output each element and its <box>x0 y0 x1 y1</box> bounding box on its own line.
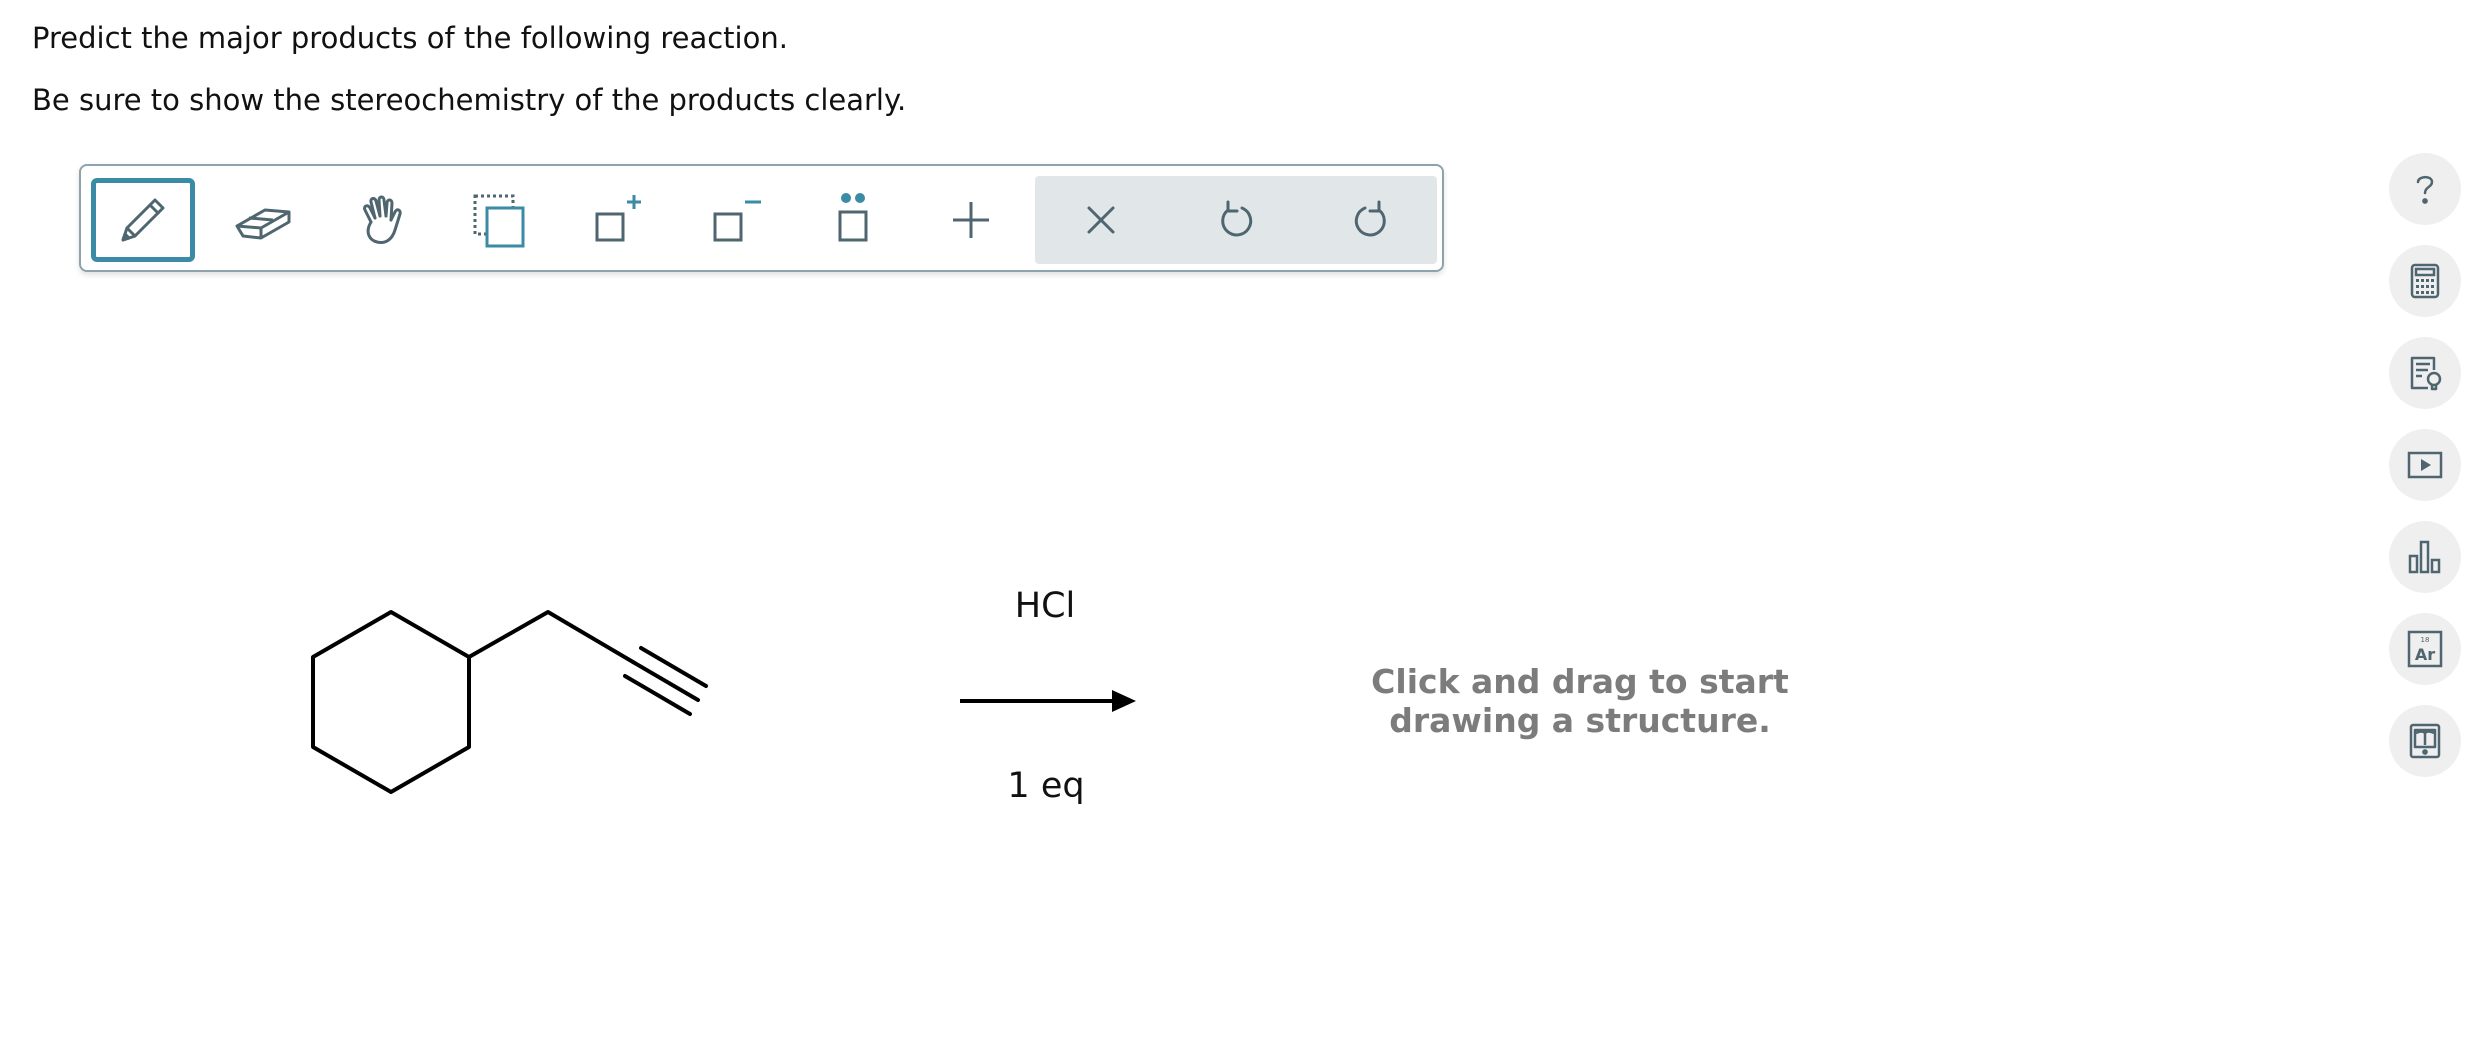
redo-button[interactable] <box>1319 178 1423 262</box>
help-button[interactable] <box>2389 153 2461 225</box>
conditions-label: 1 eq <box>1007 766 1085 806</box>
undo-button[interactable] <box>1184 178 1288 262</box>
periodic-table-button[interactable] <box>2389 613 2461 685</box>
add-plus-button[interactable] <box>919 178 1023 262</box>
pencil-icon <box>111 188 175 252</box>
placeholder-line-2: drawing a structure. <box>1389 701 1771 740</box>
decrease-charge-button[interactable] <box>683 178 787 262</box>
clear-button[interactable] <box>1049 178 1153 262</box>
pencil-tool-button[interactable] <box>91 178 195 262</box>
drawing-placeholder <box>1330 662 1830 740</box>
action-group <box>1035 176 1437 264</box>
eraser-tool-button[interactable] <box>211 178 315 262</box>
eraser-icon <box>231 188 295 252</box>
plus-icon <box>939 188 1003 252</box>
calculator-icon <box>2404 260 2446 302</box>
hint-button[interactable] <box>2389 337 2461 409</box>
video-button[interactable] <box>2389 429 2461 501</box>
chart-button[interactable] <box>2389 521 2461 593</box>
redo-icon <box>1339 188 1403 252</box>
help-icon <box>2404 168 2446 210</box>
periodic-table-icon <box>2404 628 2446 670</box>
clear-icon <box>1069 188 1133 252</box>
drawing-toolbar <box>79 164 1444 272</box>
chart-icon <box>2404 536 2446 578</box>
undo-icon <box>1204 188 1268 252</box>
question-instruction: Be sure to show the stereochemistry of the products clearly. <box>32 83 907 117</box>
textbook-button[interactable] <box>2389 705 2461 777</box>
drawing-canvas[interactable] <box>0 280 2360 1046</box>
question-text: Predict the major products of the following reaction. <box>32 21 788 55</box>
move-tool-button[interactable] <box>329 178 433 262</box>
textbook-icon <box>2404 720 2446 762</box>
hint-icon <box>2404 352 2446 394</box>
select-tool-button[interactable] <box>447 178 551 262</box>
increase-charge-icon <box>585 188 649 252</box>
reagent-label: HCl <box>1014 586 1076 626</box>
periodic-symbol: Ar <box>2414 645 2436 664</box>
periodic-number: 18 <box>2420 636 2430 644</box>
decrease-charge-icon <box>703 188 767 252</box>
placeholder-line-1: Click and drag to start <box>1371 662 1789 701</box>
lone-pair-icon <box>821 188 885 252</box>
increase-charge-button[interactable] <box>565 178 669 262</box>
hand-icon <box>349 188 413 252</box>
calculator-button[interactable] <box>2389 245 2461 317</box>
lone-pair-button[interactable] <box>801 178 905 262</box>
video-icon <box>2404 444 2446 486</box>
select-icon <box>467 188 531 252</box>
